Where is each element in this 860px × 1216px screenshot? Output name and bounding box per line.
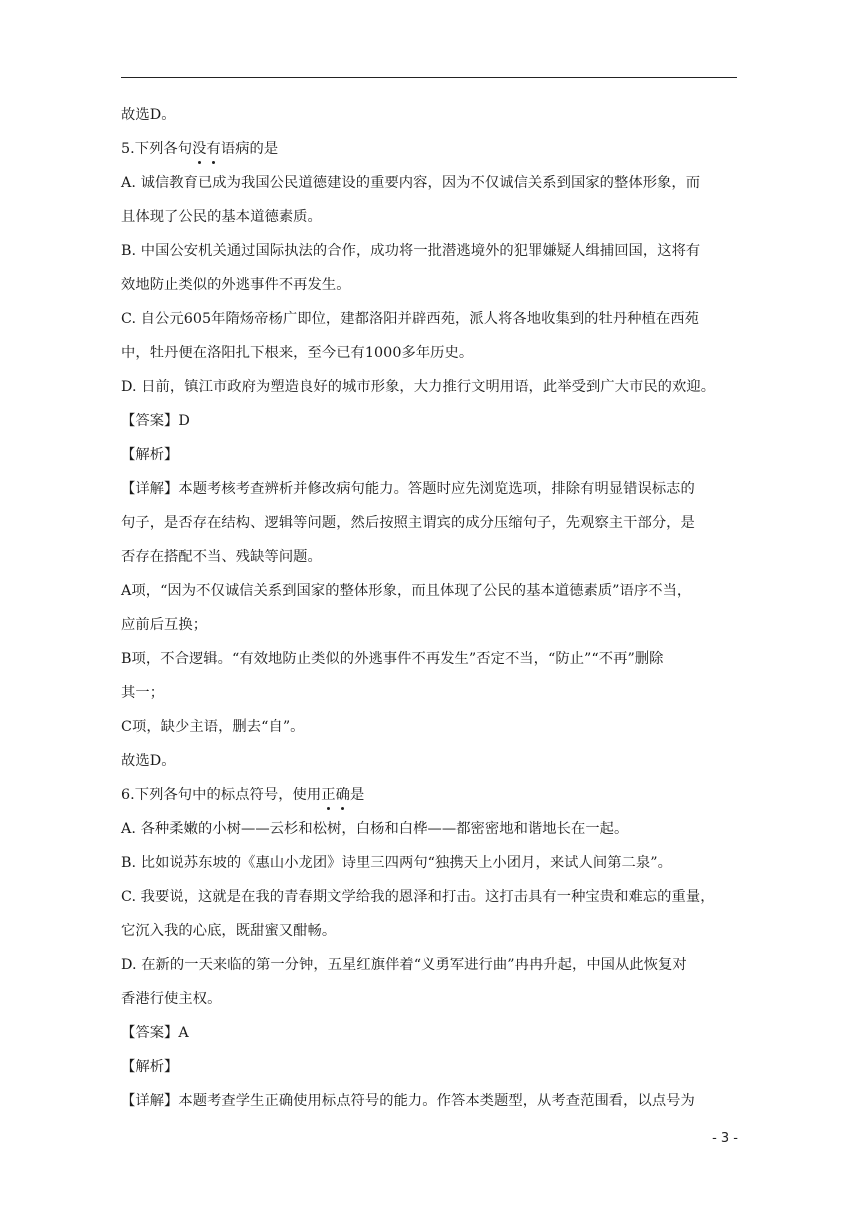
text-line: 应前后互换； <box>121 617 208 633</box>
text-line: 效地防止类似的外逃事件不再发生。 <box>121 277 351 293</box>
answer-label: 【答案】A <box>121 1025 189 1041</box>
option-c-line: C. 我要说，这就是在我的青春期文学给我的恩泽和打击。这打击具有一种宝贵和难忘的重量， <box>121 889 715 905</box>
question-5-stem: 5.下列各句没有语病的是 <box>121 141 279 157</box>
text-line: 故选D。 <box>121 107 176 123</box>
text-line: 故选D。 <box>121 753 176 769</box>
option-a-line: A. 各种柔嫩的小树——云杉和松树，白杨和白桦——都密密地和谐地长在一起。 <box>121 821 629 837</box>
emphasis-char: 没 <box>192 141 207 157</box>
option-c-line: C. 自公元605年隋炀帝杨广即位，建都洛阳并辟西苑，派人将各地收集到的牡丹种植在西苑 <box>121 311 699 327</box>
emphasis-char: 有 <box>206 141 221 157</box>
text-line: 香港行使主权。 <box>121 991 222 1007</box>
text-line: B项，不合逻辑。“有效地防止类似的外逃事件不再发生”否定不当，“防止”“不再”删除 <box>121 651 664 667</box>
option-a-line: A. 诚信教育已成为我国公民道德建设的重要内容，因为不仅诚信关系到国家的整体形象，而 <box>121 175 701 191</box>
emphasis-char: 确 <box>335 787 350 803</box>
option-d-line: D. 在新的一天来临的第一分钟，五星红旗伴着“义勇军进行曲”冉冉升起，中国从此恢复对 <box>121 957 687 973</box>
document-body <box>121 106 741 1126</box>
explanation-line: 【详解】本题考核考查辨析并修改病句能力。答题时应先浏览选项，排除有明显错误标志的 <box>121 481 695 497</box>
text-line: 其一； <box>121 685 165 701</box>
text-line: A项，“因为不仅诚信关系到国家的整体形象，而且体现了公民的基本道德素质”语序不当， <box>121 583 692 599</box>
page-number: - 3 - <box>712 1131 738 1146</box>
option-b-line: B. 中国公安机关通过国际执法的合作，成功将一批潜逃境外的犯罪嫌疑人缉捕回国，这将有 <box>121 243 701 259</box>
text-line: 中，牡丹便在洛阳扎下根来，至今已有1000多年历史。 <box>121 345 474 361</box>
emphasis-char: 正 <box>321 787 336 803</box>
option-b-line: B. 比如说苏东坡的《惠山小龙团》诗里三四两句“独携天上小团月，来试人间第二泉”。 <box>121 855 672 871</box>
question-6-stem: 6.下列各句中的标点符号，使用正确是 <box>121 787 365 803</box>
text-line: 否存在搭配不当、残缺等问题。 <box>121 549 322 565</box>
text-line: 句子，是否存在结构、逻辑等问题，然后按照主谓宾的成分压缩句子，先观察主干部分，是 <box>121 515 695 531</box>
analysis-label: 【解析】 <box>121 447 179 463</box>
text-line: 它沉入我的心底，既甜蜜又酣畅。 <box>121 923 337 939</box>
answer-label: 【答案】D <box>121 413 190 429</box>
text-line: 且体现了公民的基本道德素质。 <box>121 209 322 225</box>
text-line: C项，缺少主语，删去“自”。 <box>121 719 305 735</box>
header-rule <box>121 77 737 78</box>
option-d-line: D. 日前，镇江市政府为塑造良好的城市形象，大力推行文明用语，此举受到广大市民的欢迎。 <box>121 379 716 395</box>
explanation-line: 【详解】本题考查学生正确使用标点符号的能力。作答本类题型，从考查范围看，以点号为 <box>121 1093 695 1109</box>
analysis-label: 【解析】 <box>121 1059 179 1075</box>
